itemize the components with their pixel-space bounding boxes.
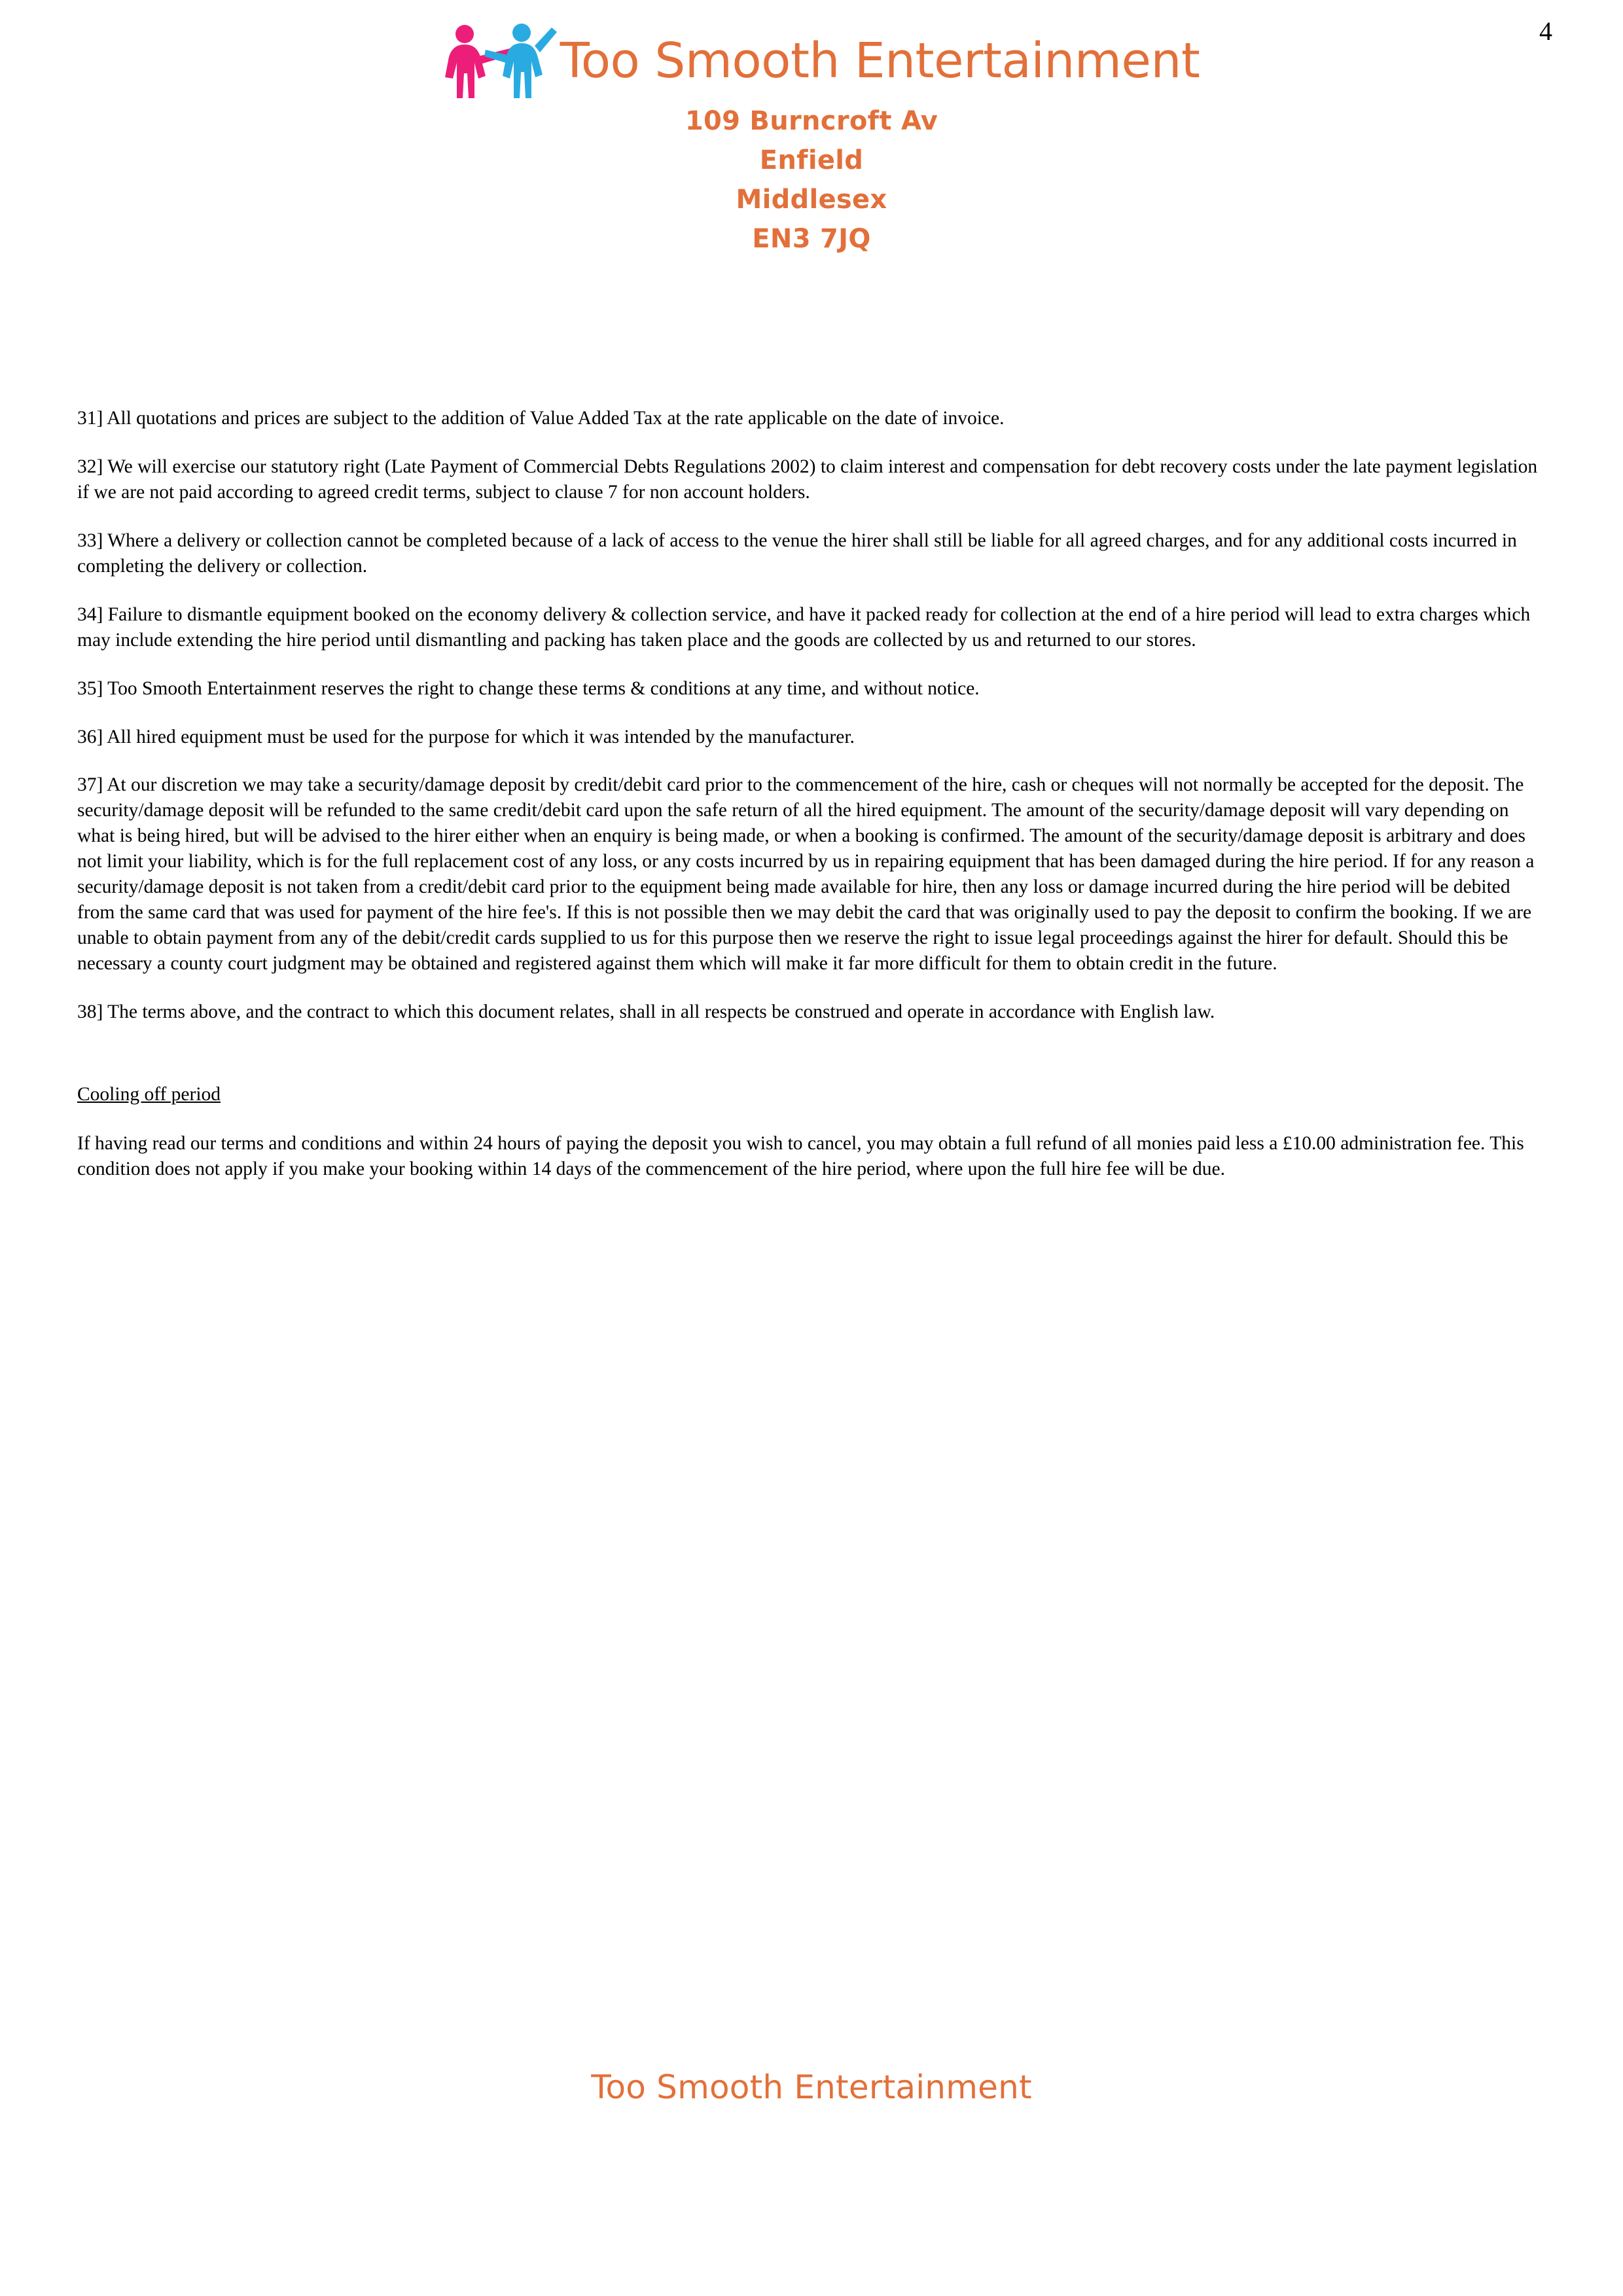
brand-row — [0, 16, 1623, 101]
clause-38: 38] The terms above, and the contract to which this document relates, shall in all respects be construed and operate in accordance with English law. — [77, 1001, 1215, 1022]
clause-34: 34] Failure to dismantle equipment booked on the economy delivery & collection service, and have it packed ready for collection at the end of a hire period will lead to extra charges which may include extending the hire period until dismantling and packing has taken place and the goods are collected by us and returned to our stores. — [77, 603, 1531, 651]
clause-32: 32] We will exercise our statutory right (Late Payment of Commercial Debts Regulations 2002) to claim interest and compensation for debt recovery costs under the late payment legislation if we are not paid according to agreed credit terms, subject to clause 7 for non account holders. — [77, 456, 1538, 503]
cooling-off-heading-wrap — [77, 1048, 1546, 1131]
cooling-off-paragraph: If having read our terms and conditions and within 24 hours of paying the deposit you wish to cancel, you may obtain a full refund of all monies paid less a £10.00 administration fee. This condition does not apply if you make your booking within 14 days of the commencement of the hire period, where upon the full hire fee will be due. — [77, 1132, 1524, 1179]
address-line-1: 109 Burncroft Av — [685, 106, 938, 136]
address-postcode: EN3 7JQ — [752, 224, 871, 254]
address-line-2: Enfield — [759, 145, 864, 175]
clause-35: 35] Too Smooth Entertainment reserves the right to change these terms & conditions at any time, and without notice. — [77, 677, 980, 699]
document-footer: Too Smooth Entertainment — [591, 2068, 1032, 2106]
clause-36: 36] All hired equipment must be used for the purpose for which it was intended by the manufacturer. — [77, 726, 855, 747]
document-header — [0, 0, 1623, 259]
terms-content — [77, 406, 1546, 1205]
two-people-icon — [423, 20, 564, 101]
page-number: 4 — [1539, 16, 1552, 46]
clause-31: 31] All quotations and prices are subject to the addition of Value Added Tax at the rate applicable on the date of invoice. — [77, 408, 1005, 429]
brand-title: Too Smooth Entertainment — [560, 32, 1200, 89]
clause-33: 33] Where a delivery or collection cannot be completed because of a lack of access to the venue the hirer shall still be liable for all agreed charges, and for any additional costs incurred in completing the delivery or collection. — [77, 529, 1517, 577]
cooling-off-heading: Cooling off period — [77, 1083, 221, 1105]
address-line-3: Middlesex — [736, 185, 887, 215]
clause-37: 37] At our discretion we may take a security/damage deposit by credit/debit card prior to the commencement of the hire, cash or cheques will not normally be accepted for the deposit. The security/damage deposit will be refunded to the same credit/debit card upon the safe return of all the hired equipment. The amount of the security/damage deposit will vary depending on what is being hired, but will be advised to the hirer either when an enquiry is being made, or when a booking is confirmed. The amount of the security/damage deposit is arbitrary and does not limit your liability, which is for the full replacement cost of any loss, or any costs incurred by us in repairing equipment that has been damaged during the hire period. If for any reason a security/damage deposit is not taken from a credit/debit card prior to the equipment being made available for hire, then any loss or damage incurred during the hire period will be debited from the same card that was used for payment of the hire fee's. If this is not possible then we may debit the card that was originally used to pay the deposit to confirm the booking. If we are unable to obtain payment from any of the debit/credit cards supplied to us for this purpose then we reserve the right to issue legal proceedings against the hirer for default. Should this be necessary a county court judgment may be obtained and registered against them which will make it far more difficult for them to obtain credit in the future. — [77, 774, 1535, 974]
